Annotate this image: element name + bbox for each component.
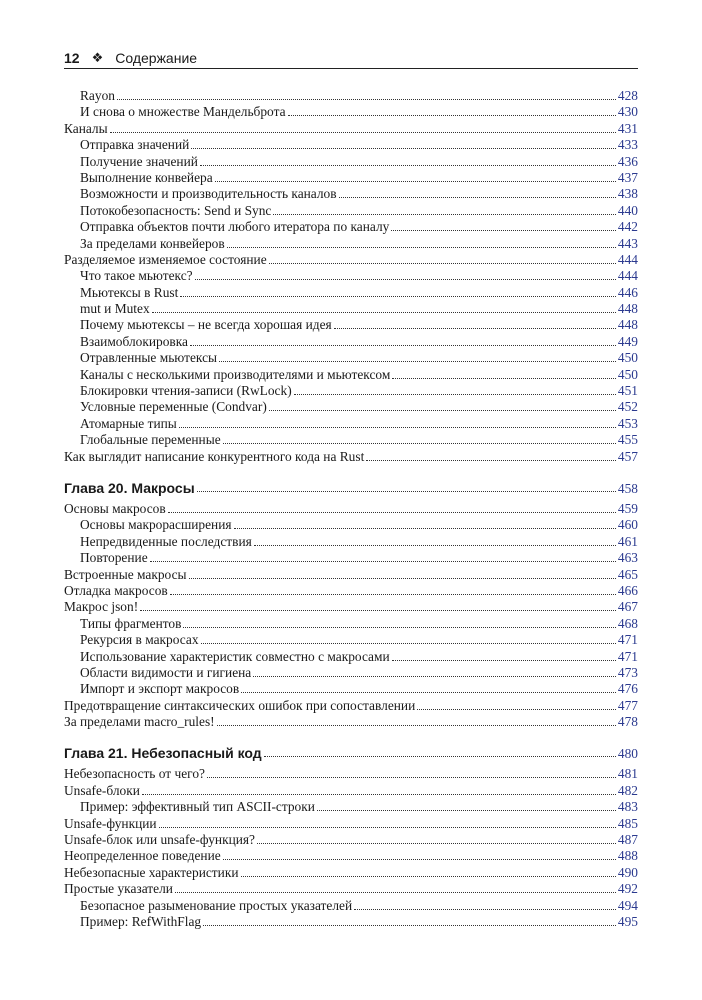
toc-entry-page: 494 <box>617 897 638 913</box>
dot-leader <box>190 334 616 346</box>
toc-entry <box>64 665 638 681</box>
toc-entry-page: 448 <box>617 317 638 333</box>
toc-entry <box>64 898 638 914</box>
dot-leader <box>288 104 616 116</box>
toc-entry-title: Почему мьютексы – не всегда хорошая идея <box>80 317 332 333</box>
dot-leader <box>200 154 616 166</box>
toc-entry <box>64 632 638 648</box>
dot-leader <box>197 480 616 492</box>
dot-leader <box>354 898 616 910</box>
toc-entry-page: 431 <box>617 120 638 136</box>
toc-entry-title: Пример: RefWithFlag <box>80 913 202 929</box>
toc-entry <box>64 914 638 930</box>
toc-entry-title: Безопасное разыменование простых указателей <box>80 897 353 913</box>
dot-leader <box>219 350 616 362</box>
toc-entry-title: Атомарные типы <box>80 415 177 431</box>
toc-entry-page: 438 <box>617 186 638 202</box>
toc-entry-page: 442 <box>617 219 638 235</box>
toc-entry-title: Потокобезопасность: Send и Sync <box>80 202 272 218</box>
dot-leader <box>392 649 616 661</box>
toc-entry-title: Каналы с несколькими производителями и мьютексом <box>80 366 391 382</box>
toc-entry <box>64 714 638 730</box>
toc-entry <box>64 583 638 599</box>
toc-entry-page: 483 <box>617 799 638 815</box>
dot-leader <box>253 665 616 677</box>
toc-entry-title: Как выглядит написание конкурентного кода на Rust <box>64 448 365 464</box>
toc-entry-title: Получение значений <box>80 153 198 169</box>
toc-entry-title: Предотвращение синтаксических ошибок при сопоставлении <box>64 697 416 713</box>
ornament-icon: ❖ <box>91 50 104 65</box>
toc-chapter-entry <box>64 745 638 763</box>
toc-entry <box>64 121 638 137</box>
toc-entry-page: 433 <box>617 137 638 153</box>
toc-entry-title: Возможности и производительность каналов <box>80 186 337 202</box>
toc-entry <box>64 681 638 697</box>
dot-leader <box>339 186 616 198</box>
toc-entry <box>64 252 638 268</box>
toc-entry <box>64 534 638 550</box>
toc-entry <box>64 350 638 366</box>
dot-leader <box>150 550 616 562</box>
dot-leader <box>189 567 616 579</box>
dot-leader <box>215 170 616 182</box>
toc-entry-page: 436 <box>617 153 638 169</box>
toc-entry-title: Отладка макросов <box>64 582 168 598</box>
toc-entry-title: Типы фрагментов <box>80 615 182 631</box>
toc-entry-page: 437 <box>617 169 638 185</box>
page-header <box>64 47 638 69</box>
dot-leader <box>142 783 616 795</box>
toc-entry <box>64 367 638 383</box>
toc-entry-title: Непредвиденные последствия <box>80 533 252 549</box>
dot-leader <box>391 219 616 231</box>
dot-leader <box>140 599 616 611</box>
toc-entry-page: 487 <box>617 832 638 848</box>
dot-leader <box>223 432 616 444</box>
toc-entry-title: Unsafe-блоки <box>64 782 140 798</box>
toc-entry-title: Мьютексы в Rust <box>80 284 179 300</box>
toc-entry-page: 451 <box>617 383 638 399</box>
toc-entry <box>64 186 638 202</box>
dot-leader <box>207 766 616 778</box>
toc-entry-title: Пример: эффективный тип ASCII-строки <box>80 799 315 815</box>
dot-leader <box>273 203 616 215</box>
dot-leader <box>269 399 616 411</box>
toc-entry-title: Рекурсия в макросах <box>80 632 199 648</box>
toc-entry-page: 452 <box>617 399 638 415</box>
toc-entry-page: 453 <box>617 415 638 431</box>
toc-entry-page: 490 <box>617 864 638 880</box>
toc-entry-page: 450 <box>617 350 638 366</box>
toc-entry-page: 478 <box>617 714 638 730</box>
toc-entry-page: 471 <box>617 632 638 648</box>
toc-entry <box>64 816 638 832</box>
dot-leader <box>152 301 616 313</box>
toc-entry-page: 495 <box>617 913 638 929</box>
toc-entry <box>64 517 638 533</box>
toc-entry-title: Области видимости и гигиена <box>80 664 252 680</box>
dot-leader <box>227 236 616 248</box>
toc-entry <box>64 416 638 432</box>
toc-entry-page: 471 <box>617 648 638 664</box>
toc-entry <box>64 219 638 235</box>
toc-entry <box>64 154 638 170</box>
toc-entry-page: 444 <box>617 251 638 267</box>
toc-entry-page: 463 <box>617 550 638 566</box>
toc-entry-page: 476 <box>617 681 638 697</box>
toc-entry-page: 488 <box>617 848 638 864</box>
toc-entry <box>64 383 638 399</box>
dot-leader <box>392 367 616 379</box>
toc-entry-page: 457 <box>617 448 638 464</box>
toc-entry-title: Глава 21. Небезопасный код <box>64 745 262 762</box>
toc-entry <box>64 766 638 782</box>
toc-entry-page: 467 <box>617 599 638 615</box>
toc-entry <box>64 236 638 252</box>
dot-leader <box>217 714 616 726</box>
table-of-contents <box>64 88 638 930</box>
dot-leader <box>417 698 616 710</box>
toc-entry-title: Неопределенное поведение <box>64 848 221 864</box>
toc-entry-title: Разделяемое изменяемое состояние <box>64 251 267 267</box>
toc-entry <box>64 399 638 415</box>
toc-entry-title: Блокировки чтения-записи (RwLock) <box>80 383 292 399</box>
running-title: Содержание <box>115 50 198 66</box>
toc-entry-page: 466 <box>617 582 638 598</box>
toc-entry-page: 446 <box>617 284 638 300</box>
dot-leader <box>170 583 616 595</box>
toc-entry-title: Каналы <box>64 120 108 136</box>
dot-leader <box>269 252 616 264</box>
dot-leader <box>179 416 616 428</box>
toc-entry <box>64 881 638 897</box>
toc-entry <box>64 432 638 448</box>
toc-entry <box>64 137 638 153</box>
dot-leader <box>223 848 616 860</box>
toc-entry-title: Глава 20. Макросы <box>64 479 195 496</box>
toc-entry-page: 449 <box>617 333 638 349</box>
dot-leader <box>234 517 616 529</box>
toc-entry <box>64 301 638 317</box>
toc-entry-page: 450 <box>617 366 638 382</box>
toc-entry <box>64 848 638 864</box>
toc-entry-page: 477 <box>617 697 638 713</box>
dot-leader <box>183 616 615 628</box>
dot-leader <box>241 865 616 877</box>
toc-entry-page: 461 <box>617 533 638 549</box>
toc-entry <box>64 567 638 583</box>
toc-entry-title: Условные переменные (Condvar) <box>80 399 267 415</box>
toc-entry-title: Небезопасные характеристики <box>64 864 239 880</box>
toc-entry-page: 485 <box>617 815 638 831</box>
toc-entry-title: Что такое мьютекс? <box>80 268 193 284</box>
toc-entry-page: 481 <box>617 766 638 782</box>
dot-leader <box>203 914 616 926</box>
toc-entry-title: Использование характеристик совместно с макросами <box>80 648 390 664</box>
toc-entry-page: 448 <box>617 301 638 317</box>
toc-entry-page: 444 <box>617 268 638 284</box>
toc-entry-page: 473 <box>617 664 638 680</box>
toc-entry <box>64 449 638 465</box>
toc-entry-title: Unsafe-блок или unsafe-функция? <box>64 832 256 848</box>
toc-entry <box>64 285 638 301</box>
toc-entry-title: mut и Mutex <box>80 301 150 317</box>
toc-entry <box>64 170 638 186</box>
toc-entry <box>64 203 638 219</box>
dot-leader <box>201 632 616 644</box>
toc-entry <box>64 550 638 566</box>
toc-entry-page: 460 <box>617 517 638 533</box>
toc-entry-page: 482 <box>617 782 638 798</box>
toc-entry-title: Rayon <box>80 88 115 103</box>
toc-entry <box>64 865 638 881</box>
toc-entry <box>64 698 638 714</box>
dot-leader <box>191 137 616 149</box>
toc-entry-title: За пределами конвейеров <box>80 235 225 251</box>
toc-entry-page: 455 <box>617 432 638 448</box>
dot-leader <box>180 285 616 297</box>
toc-entry-title: Отправка объектов почти любого итератора по каналу <box>80 219 390 235</box>
toc-entry-page: 459 <box>617 500 638 516</box>
toc-entry-page: 465 <box>617 566 638 582</box>
toc-entry-title: Взаимоблокировка <box>80 333 188 349</box>
toc-entry-title: Unsafe-функции <box>64 815 157 831</box>
toc-entry <box>64 599 638 615</box>
toc-entry-page: 480 <box>617 746 638 762</box>
page-number: 12 <box>64 50 80 66</box>
toc-entry <box>64 649 638 665</box>
toc-entry-page: 468 <box>617 615 638 631</box>
toc-entry-page: 458 <box>617 480 638 496</box>
toc-entry-title: Простые указатели <box>64 881 173 897</box>
dot-leader <box>110 121 616 133</box>
toc-entry-title: Основы макросов <box>64 500 166 516</box>
toc-entry <box>64 501 638 517</box>
dot-leader <box>366 449 616 461</box>
dot-leader <box>159 816 616 828</box>
dot-leader <box>294 383 616 395</box>
toc-entry-title: И снова о множестве Мандельброта <box>80 104 286 120</box>
toc-entry-title: Встроенные макросы <box>64 566 187 582</box>
toc-entry <box>64 334 638 350</box>
toc-entry <box>64 616 638 632</box>
dot-leader <box>117 88 616 100</box>
dot-leader <box>317 799 616 811</box>
toc-entry-page: 492 <box>617 881 638 897</box>
toc-entry-page: 443 <box>617 235 638 251</box>
dot-leader <box>254 534 616 546</box>
dot-leader <box>334 317 616 329</box>
toc-entry <box>64 268 638 284</box>
toc-entry-title: Повторение <box>80 550 148 566</box>
toc-entry <box>64 104 638 120</box>
dot-leader <box>264 745 616 757</box>
toc-entry-page: 440 <box>617 202 638 218</box>
dot-leader <box>257 832 616 844</box>
toc-entry-title: Отравленные мьютексы <box>80 350 218 366</box>
toc-chapter-entry <box>64 480 638 498</box>
dot-leader <box>241 681 616 693</box>
toc-entry <box>64 88 638 104</box>
toc-entry-title: Выполнение конвейера <box>80 169 213 185</box>
toc-entry-title: Основы макрорасширения <box>80 517 232 533</box>
toc-entry-title: Макрос json! <box>64 599 139 615</box>
dot-leader <box>168 501 616 513</box>
toc-entry-title: Отправка значений <box>80 137 190 153</box>
toc-entry <box>64 799 638 815</box>
toc-entry-title: За пределами macro_rules! <box>64 714 215 730</box>
toc-entry-title: Небезопасность от чего? <box>64 766 205 782</box>
toc-entry-page: 428 <box>617 88 638 103</box>
toc-entry <box>64 783 638 799</box>
dot-leader <box>175 881 616 893</box>
toc-entry-page: 430 <box>617 104 638 120</box>
dot-leader <box>195 268 616 280</box>
toc-entry-title: Глобальные переменные <box>80 432 221 448</box>
toc-entry-title: Импорт и экспорт макросов <box>80 681 240 697</box>
toc-entry <box>64 317 638 333</box>
toc-entry <box>64 832 638 848</box>
